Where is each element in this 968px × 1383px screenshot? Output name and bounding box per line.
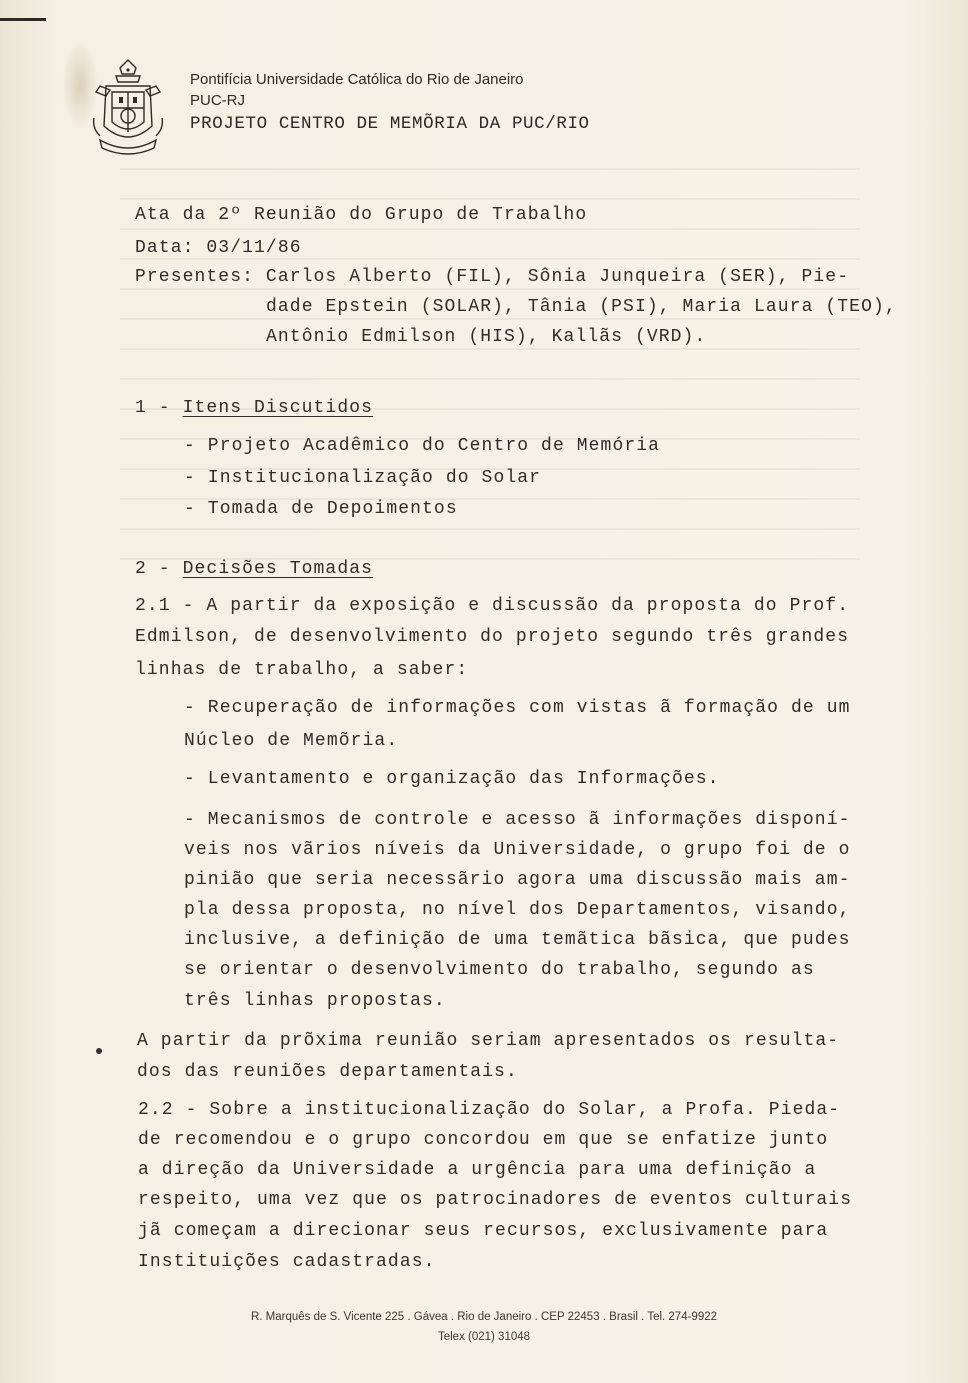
paragraph-line: Instituições cadastradas. <box>138 1252 436 1272</box>
letterhead <box>190 70 590 137</box>
list-item: - Projeto Acadêmico do Centro de Memória <box>184 436 661 456</box>
footer-telex: Telex (021) 31048 <box>437 1331 531 1343</box>
section-title: Decisões Tomadas <box>182 559 374 579</box>
institution-name: Pontifícia Universidade Católica do Rio de Janeiro <box>190 71 524 88</box>
paragraph-line: 2.1 - A partir da exposição e discussão da proposta do Prof. <box>135 596 850 616</box>
list-item: - Tomada de Depoimentos <box>184 499 458 519</box>
list-item: - Institucionalização do Solar <box>184 468 542 488</box>
presentes-line: Antônio Edmilson (HIS), Kallãs (VRD). <box>266 327 707 347</box>
footer-address: R. Marquês de S. Vicente 225 . Gávea . Rio de Janeiro . CEP 22453 . Brasil . Tel. 274-9922 <box>250 1311 718 1323</box>
bullet-line: - Mecanismos de controle e acesso ã informações disponí- <box>184 810 851 830</box>
paragraph-line: jã começam a direcionar seus recursos, exclusivamente para <box>138 1221 829 1241</box>
paragraph-line: A partir da prõxima reunião seriam apresentados os resulta- <box>137 1031 840 1051</box>
paragraph-line: a direção da Universidade a urgência para uma definição a <box>138 1160 817 1180</box>
bullet-line: pinião que seria necessãrio agora uma discussão mais am- <box>184 870 851 890</box>
paragraph-line: linhas de trabalho, a saber: <box>135 660 469 680</box>
bullet-line: - Recuperação de informações com vistas ã formação de um <box>184 698 851 718</box>
puc-seal-icon <box>86 56 170 162</box>
section-1-heading <box>135 398 373 418</box>
paragraph-line: Edmilson, de desenvolvimento do projeto segundo três grandes <box>135 627 850 647</box>
ink-dot <box>96 1048 102 1054</box>
section-2-heading <box>135 559 373 579</box>
section-number: 1 - <box>135 398 183 418</box>
presentes-line: Presentes: Carlos Alberto (FIL), Sônia Junqueira (SER), Pie- <box>135 267 850 287</box>
edge-mark <box>0 18 46 21</box>
section-title: Itens Discutidos <box>182 398 374 418</box>
bullet-line: - Levantamento e organização das Informações. <box>184 769 720 789</box>
minutes-date: Data: 03/11/86 <box>135 238 302 258</box>
paragraph-line: respeito, uma vez que os patrocinadores de eventos culturais <box>138 1190 853 1210</box>
bullet-line: pla dessa proposta, no nível dos Departamentos, visando, <box>184 900 851 920</box>
paragraph-line: de recomendou e o grupo concordou em que se enfatize junto <box>138 1130 829 1150</box>
paragraph-line: dos das reuniões departamentais. <box>137 1062 518 1082</box>
institution-abbr: PUC-RJ <box>190 92 245 109</box>
bullet-line: inclusive, a definição de uma temãtica bãsica, que pudes <box>184 930 851 950</box>
minutes-title: Ata da 2º Reunião do Grupo de Trabalho <box>135 205 588 225</box>
project-name: PROJETO CENTRO DE MEMÕRIA DA PUC/RIO <box>190 114 590 134</box>
bullet-line: se orientar o desenvolvimento do trabalho, segundo as <box>184 960 815 980</box>
bullet-line: veis nos vãrios níveis da Universidade, o grupo foi de o <box>184 840 851 860</box>
section-number: 2 - <box>135 559 183 579</box>
bullet-line: três linhas propostas. <box>184 991 446 1011</box>
bullet-line: Núcleo de Memõria. <box>184 731 399 751</box>
paragraph-line: 2.2 - Sobre a institucionalização do Solar, a Profa. Pieda- <box>138 1100 841 1120</box>
presentes-line: dade Epstein (SOLAR), Tânia (PSI), Maria Laura (TEO), <box>266 297 897 317</box>
